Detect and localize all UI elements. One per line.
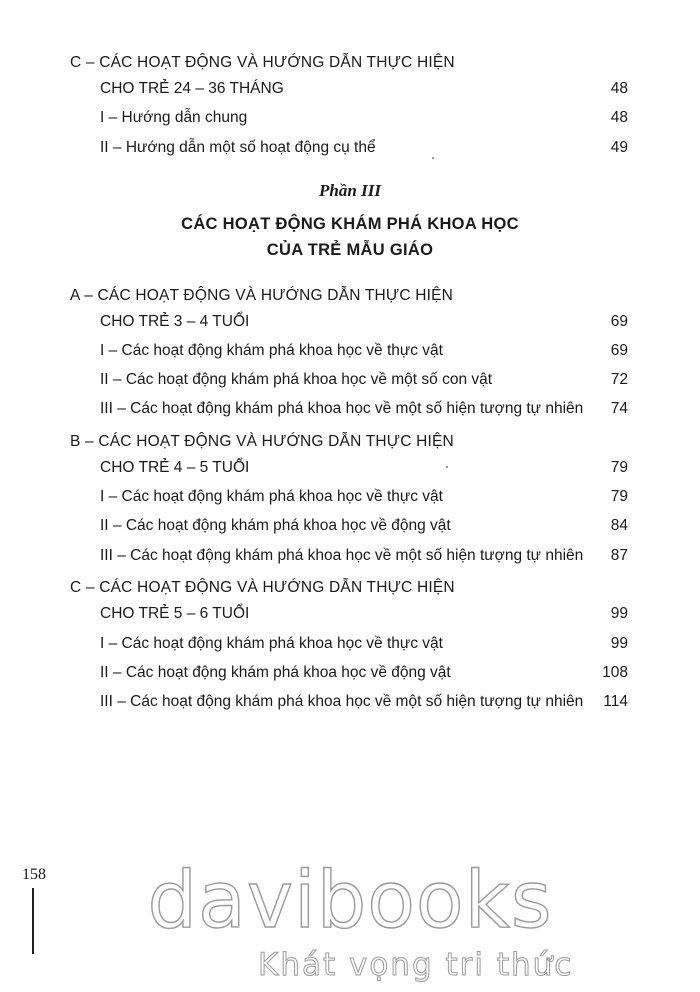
section-heading-line2: CHO TRẺ 24 – 36 THÁNG bbox=[100, 80, 284, 97]
section-heading-line2: CHO TRẺ 4 – 5 TUỔI bbox=[100, 459, 250, 476]
toc-entry-label: II – Các hoạt động khám phá khoa học về động vật bbox=[100, 517, 451, 534]
page-number: 74 bbox=[610, 400, 628, 417]
section-heading-line1: B – CÁC HOẠT ĐỘNG VÀ HƯỚNG DẪN THỰC HIỆN bbox=[70, 433, 454, 450]
toc-entry-label: I – Các hoạt động khám phá khoa học về thực vật bbox=[100, 635, 443, 652]
toc-entry-label: I – Các hoạt động khám phá khoa học về thực vật bbox=[100, 342, 443, 359]
toc-entry-label: III – Các hoạt động khám phá khoa học về một số hiện tượng tự nhiên bbox=[100, 400, 584, 417]
watermark-logo: davibooks bbox=[147, 856, 553, 946]
page-number: 79 bbox=[610, 488, 628, 505]
page-number: 99 bbox=[610, 635, 628, 652]
toc-entry-label: II – Các hoạt động khám phá khoa học về một số con vật bbox=[100, 371, 493, 388]
watermark-slogan: Khát vọng tri thức bbox=[258, 947, 574, 983]
toc-entry-label: I – Hướng dẫn chung bbox=[100, 109, 248, 126]
toc-entry-label: II – Các hoạt động khám phá khoa học về động vật bbox=[100, 664, 451, 681]
page-number: 48 bbox=[610, 109, 628, 126]
page-number: 48 bbox=[610, 80, 628, 97]
section-heading-line1: C – CÁC HOẠT ĐỘNG VÀ HƯỚNG DẪN THỰC HIỆN bbox=[70, 54, 455, 71]
page-folio: 158 bbox=[22, 866, 46, 883]
page-number: 114 bbox=[603, 693, 628, 710]
part-label: Phần III bbox=[319, 181, 381, 200]
section-heading-line2: CHO TRẺ 5 – 6 TUỔI bbox=[100, 605, 250, 622]
toc-entry-label: III – Các hoạt động khám phá khoa học về một số hiện tượng tự nhiên bbox=[100, 693, 584, 710]
page-number: 49 bbox=[610, 139, 628, 156]
part-title-line1: CÁC HOẠT ĐỘNG KHÁM PHÁ KHOA HỌC bbox=[181, 215, 519, 233]
page-number: 72 bbox=[610, 371, 628, 388]
toc-entry-label: II – Hướng dẫn một số hoạt động cụ thể bbox=[100, 139, 376, 156]
page-number: 99 bbox=[610, 605, 628, 622]
page-number: 69 bbox=[610, 313, 628, 330]
scan-speck bbox=[432, 157, 434, 159]
page-number: 87 bbox=[610, 547, 628, 564]
part-title-line2: CỦA TRẺ MẪU GIÁO bbox=[266, 241, 434, 259]
toc-entry-label: III – Các hoạt động khám phá khoa học về một số hiện tượng tự nhiên bbox=[100, 547, 584, 564]
toc-entry-label: I – Các hoạt động khám phá khoa học về thực vật bbox=[100, 488, 443, 505]
page-number: 69 bbox=[610, 342, 628, 359]
section-heading-line1: C – CÁC HOẠT ĐỘNG VÀ HƯỚNG DẪN THỰC HIỆN bbox=[70, 579, 455, 596]
section-heading-line1: A – CÁC HOẠT ĐỘNG VÀ HƯỚNG DẪN THỰC HIỆN bbox=[70, 287, 454, 304]
section-heading-line2: CHO TRẺ 3 – 4 TUỔI bbox=[100, 313, 250, 330]
page-number: 79 bbox=[610, 459, 628, 476]
scan-speck bbox=[446, 466, 448, 468]
page-number: 108 bbox=[602, 664, 628, 681]
page-number: 84 bbox=[610, 517, 628, 534]
